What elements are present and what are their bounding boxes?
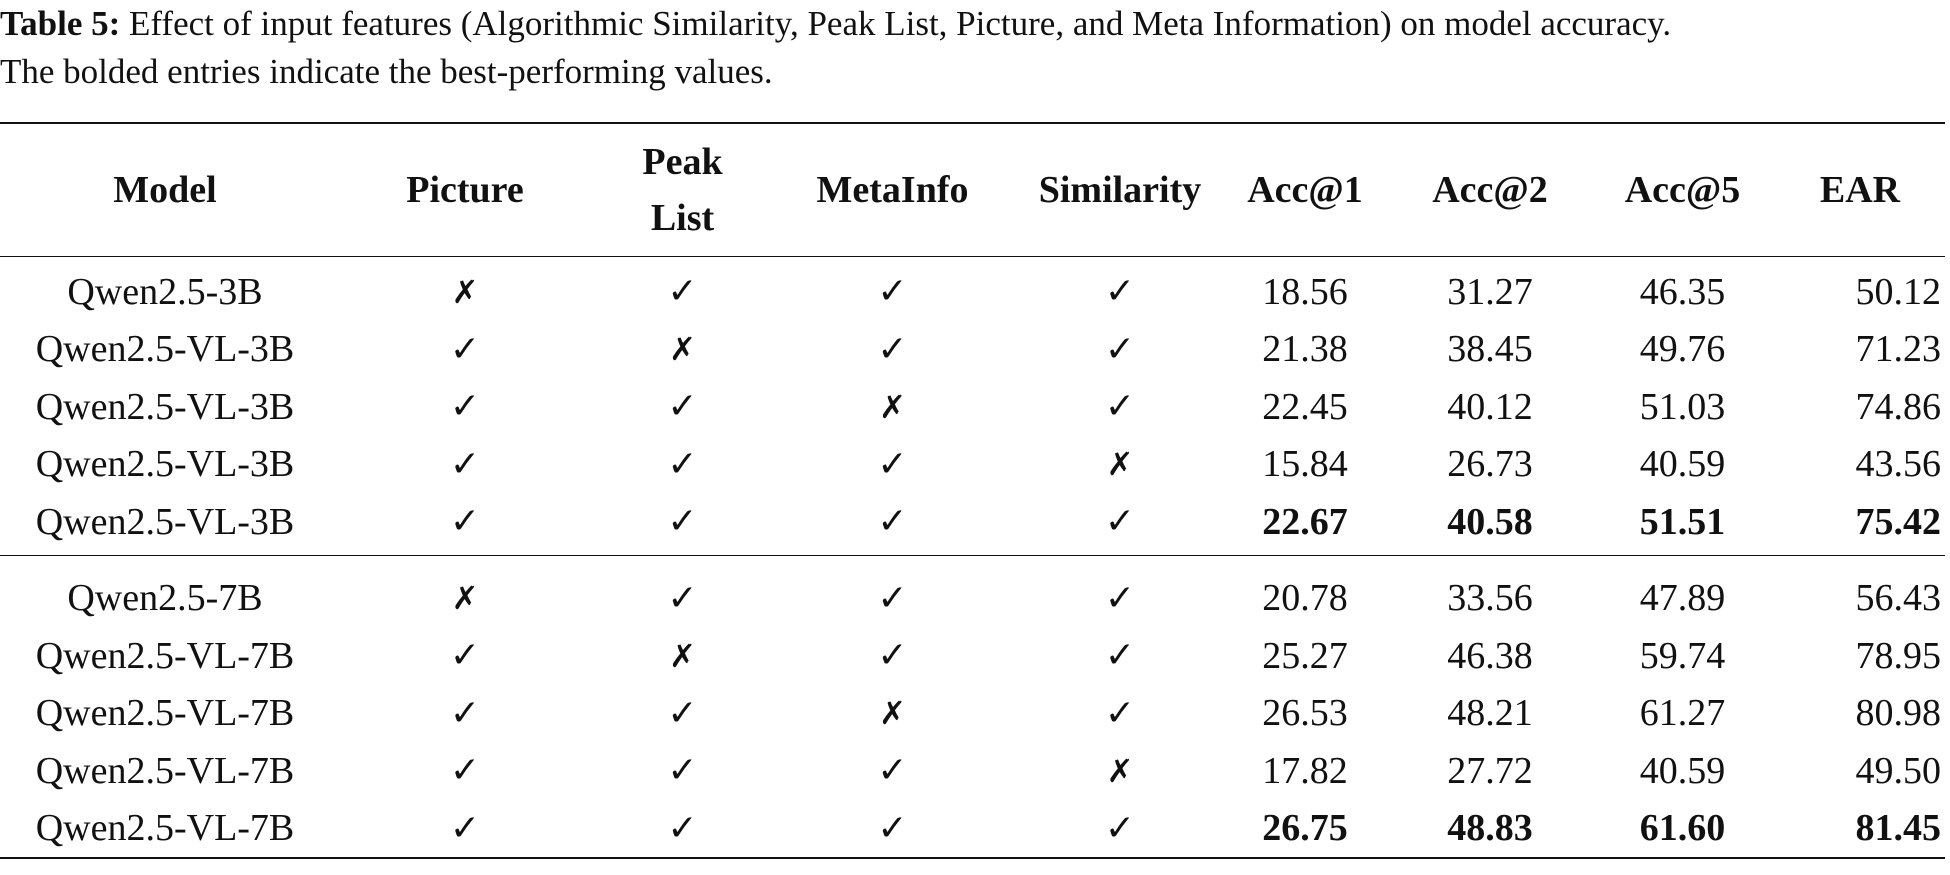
cell-picture: ✗ [451, 579, 479, 618]
header-model: Model [0, 123, 330, 257]
header-row [0, 123, 1945, 257]
cell-similarity: ✓ [1020, 800, 1220, 859]
cell-model: Qwen2.5-VL-3B [35, 328, 295, 371]
cell-picture: ✓ [330, 800, 600, 859]
caption-line-1 [0, 0, 1945, 48]
cell-model: Qwen2.5-VL-3B [35, 385, 295, 428]
cell-acc5: 40.59 [1639, 749, 1726, 792]
cell-acc2: 38.45 [1447, 328, 1533, 371]
cell-picture: ✓ [449, 386, 481, 428]
cell-acc2: 46.38 [1447, 634, 1533, 677]
cell-peak-list: ✓ [667, 577, 698, 619]
header-acc1: Acc@1 [1220, 123, 1390, 257]
cell-ear: 80.98 [1855, 692, 1941, 735]
cell-model: Qwen2.5-VL-7B [0, 800, 330, 859]
cell-acc1: 22.45 [1262, 385, 1348, 428]
cell-model: Qwen2.5-VL-3B [0, 493, 330, 555]
cell-similarity: ✓ [1104, 577, 1136, 619]
cell-peak-list: ✗ [669, 636, 696, 675]
table-row [0, 555, 1945, 627]
cell-picture: ✓ [330, 493, 600, 555]
table-row [0, 800, 1945, 859]
cell-metainfo: ✓ [877, 750, 908, 792]
cell-picture: ✓ [449, 635, 481, 677]
table-caption [0, 0, 1945, 96]
header-picture: Picture [330, 123, 600, 257]
caption-text-2: The bolded entries indicate the best-performing values. [0, 52, 773, 91]
table-row [0, 378, 1945, 436]
header-acc2: Acc@2 [1390, 123, 1590, 257]
cell-acc2: 31.27 [1447, 270, 1533, 313]
cell-metainfo: ✓ [765, 493, 1020, 555]
cell-metainfo: ✓ [877, 328, 908, 370]
cell-acc2: 27.72 [1447, 749, 1533, 792]
cell-ear: 50.12 [1855, 270, 1941, 313]
cell-similarity: ✓ [1104, 635, 1136, 677]
cell-peak-list: ✓ [667, 386, 698, 428]
cell-similarity: ✓ [1104, 386, 1136, 428]
cell-acc1: 18.56 [1262, 270, 1348, 313]
header-similarity: Similarity [1020, 123, 1220, 257]
cell-metainfo: ✗ [879, 694, 906, 733]
cell-ear: 74.86 [1855, 385, 1941, 428]
cell-acc1: 26.53 [1262, 692, 1348, 735]
cell-acc1: 20.78 [1262, 577, 1348, 620]
cell-acc5: 61.27 [1639, 692, 1726, 735]
cell-acc1: 25.27 [1262, 634, 1348, 677]
cell-picture: ✓ [449, 750, 481, 792]
cell-acc5: 61.60 [1590, 800, 1775, 859]
cell-acc2: 40.58 [1390, 493, 1590, 555]
cell-acc2: 48.21 [1447, 692, 1533, 735]
cell-model: Qwen2.5-7B [67, 577, 263, 620]
table-header [0, 123, 1945, 257]
cell-acc5: 46.35 [1639, 270, 1726, 313]
cell-acc5: 59.74 [1639, 634, 1726, 677]
cell-similarity: ✗ [1106, 751, 1134, 790]
cell-picture: ✓ [449, 692, 481, 734]
header-peak-line-2: List [650, 197, 715, 239]
cell-ear: 71.23 [1855, 328, 1941, 371]
cell-model: Qwen2.5-VL-3B [35, 443, 295, 486]
cell-picture: ✗ [451, 272, 479, 311]
cell-peak-list: ✓ [600, 800, 765, 859]
table-row [0, 685, 1945, 743]
cell-metainfo: ✓ [877, 271, 908, 313]
table-group-7b [0, 555, 1945, 858]
table-row [0, 257, 1945, 321]
cell-acc5: 49.76 [1639, 328, 1726, 371]
cell-metainfo: ✗ [879, 387, 906, 426]
cell-peak-list: ✓ [667, 443, 698, 485]
header-acc5: Acc@5 [1590, 123, 1775, 257]
cell-metainfo: ✓ [765, 800, 1020, 859]
table-row [0, 436, 1945, 494]
cell-acc5: 51.03 [1639, 385, 1726, 428]
cell-acc1: 15.84 [1262, 443, 1348, 486]
cell-acc5: 40.59 [1639, 443, 1726, 486]
cell-picture: ✓ [449, 328, 481, 370]
table-row [0, 627, 1945, 685]
cell-ear: 78.95 [1855, 634, 1941, 677]
cell-acc1: 22.67 [1220, 493, 1390, 555]
cell-ear: 81.45 [1775, 800, 1945, 859]
table-group-3b [0, 257, 1945, 556]
cell-ear: 43.56 [1855, 443, 1941, 486]
cell-similarity: ✓ [1104, 328, 1136, 370]
cell-similarity: ✓ [1104, 271, 1136, 313]
results-table [0, 122, 1945, 859]
cell-similarity: ✓ [1104, 692, 1136, 734]
cell-peak-list: ✓ [667, 271, 698, 313]
caption-label: Table 5: [0, 4, 121, 43]
cell-ear: 56.43 [1855, 577, 1941, 620]
table-row [0, 321, 1945, 379]
cell-model: Qwen2.5-VL-7B [35, 634, 295, 677]
cell-model: Qwen2.5-3B [67, 270, 263, 313]
cell-peak-list: ✓ [600, 493, 765, 555]
header-ear: EAR [1775, 123, 1945, 257]
cell-picture: ✓ [449, 443, 481, 485]
cell-peak-list: ✓ [667, 750, 698, 792]
cell-acc2: 26.73 [1447, 443, 1533, 486]
cell-acc2: 48.83 [1390, 800, 1590, 859]
caption-text-1: Effect of input features (Algorithmic Similarity, Peak List, Picture, and Meta Information) on model accuracy. [129, 4, 1672, 43]
cell-acc5: 51.51 [1590, 493, 1775, 555]
cell-ear: 75.42 [1775, 493, 1945, 555]
header-metainfo: MetaInfo [765, 123, 1020, 257]
cell-ear: 49.50 [1855, 749, 1941, 792]
cell-acc1: 21.38 [1262, 328, 1348, 371]
cell-metainfo: ✓ [877, 577, 908, 619]
cell-acc1: 17.82 [1262, 749, 1348, 792]
cell-acc2: 40.12 [1447, 385, 1533, 428]
table-row [0, 742, 1945, 800]
cell-peak-list: ✓ [667, 692, 698, 734]
header-peak-line-1: Peak [642, 141, 723, 183]
cell-acc5: 47.89 [1639, 577, 1726, 620]
table-row [0, 493, 1945, 555]
header-peak-list [600, 123, 765, 257]
cell-model: Qwen2.5-VL-7B [35, 749, 295, 792]
cell-acc2: 33.56 [1447, 577, 1533, 620]
cell-model: Qwen2.5-VL-7B [35, 692, 295, 735]
cell-peak-list: ✗ [669, 330, 696, 369]
cell-metainfo: ✓ [877, 443, 908, 485]
cell-similarity: ✓ [1020, 493, 1220, 555]
cell-acc1: 26.75 [1220, 800, 1390, 859]
cell-metainfo: ✓ [877, 635, 908, 677]
cell-similarity: ✗ [1106, 445, 1134, 484]
